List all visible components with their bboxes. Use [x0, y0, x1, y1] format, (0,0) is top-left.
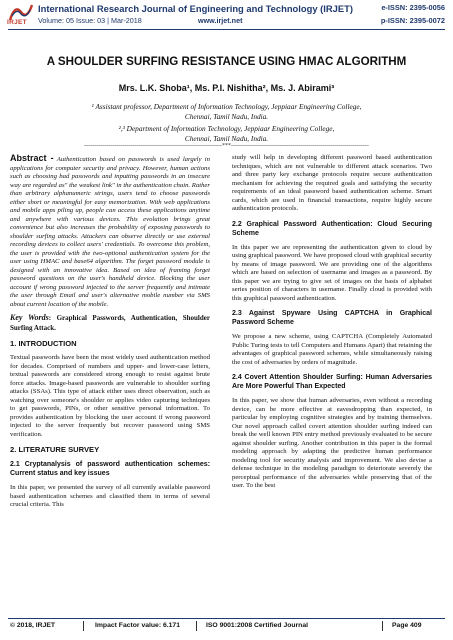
abstract-body: Authentication based on passwords is used largely in applications for computer security and privacy. However, human actions such as choosing bad passwords and inputting passwords in an insecure way are regarded as" the weakest link" in the authentication chain. Rather than arbitrary alphanumeric strings, users tend to choose passwords either short or meaningful for easy memorization. With web applications and mobile apps piling up, people can access these applications anytime and anywhere with various devices. This evolution brings great convenience but also increases the probability of exposing passwords to shoulder surfing attacks. Attackers can observe directly or use external recording devices to collect users' credentials. To overcome this problem, the user is provided with the two-optional authentication system for the user using HMAC and base64 algorithm. The forget password module is designed with an innovative idea. Based on idea of framing forget password questions on the user's handheld device. Blocking the user account if wrong password injected to the server frequently and intimate the user through Email and user's alternative mobile number via SMS about current location of the mobile.: [10, 156, 210, 308]
affiliation-2-line-2: Chennai, Tamil Nadu, India.: [184, 134, 269, 143]
footer-copyright: © 2018, IRJET: [10, 622, 56, 629]
abstract: [10, 154, 210, 309]
footer-iso: ISO 9001:2008 Certified Journal: [206, 622, 308, 629]
header-rule: [8, 29, 445, 30]
footer-rule: [8, 618, 445, 619]
section-2-4-heading: 2.4 Covert Attention Shoulder Surfing: Human Adversaries Are More Powerful Than Expected: [232, 374, 432, 390]
section-1-heading: 1. INTRODUCTION: [10, 339, 77, 348]
section-2-3-heading: 2.3 Against Spyware Using CAPTCHA in Graphical Password Scheme: [232, 310, 432, 326]
section-2-heading: 2. LITERATURE SURVEY: [10, 445, 100, 454]
right-column: [232, 154, 432, 496]
logo-text: IRJET: [7, 19, 27, 26]
volume-line: Volume: 05 Issue: 03 | Mar-2018: [38, 16, 142, 25]
footer-impact-factor: Impact Factor value: 6.171: [95, 622, 180, 629]
section-separator: ---------------------------------------------------------------------***---------------------------------------------------------------------: [84, 143, 369, 149]
section-2-2-heading: 2.2 Graphical Password Authentication: Cloud Securing Scheme: [232, 220, 432, 237]
section-2-1-body: In this paper, we presented the survey of all currently available password based authentication schemes and classified them in terms of several crucial criteria. This: [10, 484, 210, 508]
section-2-1-continued: study will help in developing different password based authentication techniques, which are not vulnerable to different attack scenarios. Two and three party key exchange protocols require secure authentication mechanism for achieving the required goals and satisfying the security requirements of an ideal password based authentication scheme. Smart cards, which are used in financial transactions, require highly secure authentication protocols.: [232, 154, 432, 212]
footer-page-number: Page 409: [392, 622, 422, 629]
keywords-heading: Key Words: [10, 313, 49, 322]
section-2-3-body: We propose a new scheme, using CAPTCHA (Completely Automated Public Turing tests to tell Computers and Humans Apart) that retaining the advantages of graphical password schemes, while simultaneously raising the cost of adversaries by orders of magnitude.: [232, 333, 432, 366]
section-2-4-body: In this paper, we show that human adversaries, even without a recording device, can be more effective at eavesdropping than expected, in particular by employing cognitive strategies and by training themselves. Our novel approach called covert attention shoulder surfing indeed can break the well known PIN entry method previously evaluated to be secure against shoulder surfing. Another contribution in this paper is the formal modeling approach by adapting the predictive human performance modeling tool for security analysis and improvement. We also devise a defense technique in the modeling paradigm to deteriorate severely the perceptual performance of the adversaries while preserving that of the user. To the best: [232, 397, 432, 489]
affiliation-1-line-1: ¹ Assistant professor, Department of Information Technology, Jeppiaar Engineering College,: [91, 102, 362, 111]
journal-name: International Research Journal of Engineering and Technology (IRJET): [38, 3, 353, 14]
keywords: [10, 314, 210, 333]
section-2-2-body: In this paper we are representing the authentication given to cloud by using graphical password. We have proposed cloud with graphical security by means of image password. We are providing one of the algorithms which are based on selection of username and images as a password. By this paper we are trying to give set of images on the basis of alphabet series position of characters in username. Finally cloud is provided with this graphical password authentication.: [232, 243, 432, 302]
abstract-heading: Abstract -: [10, 153, 54, 163]
affiliation-2: [0, 124, 453, 144]
journal-header: [0, 0, 453, 30]
affiliation-1: [0, 102, 453, 122]
footer-divider: [382, 621, 383, 631]
left-column: [10, 154, 210, 515]
journal-website-link[interactable]: www.irjet.net: [198, 16, 243, 25]
eissn: e-ISSN: 2395-0056: [381, 3, 445, 12]
paper-authors: Mrs. L.K. Shoba¹, Ms. P.I. Nishitha², Ms. J. Abirami³: [118, 83, 335, 93]
pissn: p-ISSN: 2395-0072: [380, 16, 445, 25]
affiliation-1-line-2: Chennai, Tamil Nadu, India.: [184, 112, 269, 121]
footer-divider: [196, 621, 197, 631]
section-2-1-heading: 2.1 Cryptanalysis of password authentication schemes: Current status and key issues: [10, 461, 210, 477]
section-1-body: Textual passwords have been the most widely used authentication method for decades. Comprised of numbers and upper- and lower-case letters, textual passwords are considered strong enough to resist against brute force attacks. Image-based passwords are vulnerable to shoulder surfing attacks (SSAs). This type of attack either uses direct observation, such as watching over someone's shoulder or applies video capturing techniques to get passwords, PINs, or other sensitive personal information. To provides authentication by blocking the user account if wrong password injected to the server frequently but recover password using SMS verification.: [10, 354, 210, 438]
footer-divider: [83, 621, 84, 631]
keywords-body: : Graphical Passwords, Authentication, Shoulder Surfing Attack.: [10, 314, 210, 332]
paper-title: A SHOULDER SURFING RESISTANCE USING HMAC ALGORITHM: [46, 55, 407, 68]
affiliation-2-line-1: ²,³ Department of Information Technology, Jeppiaar Engineering College,: [118, 124, 335, 133]
